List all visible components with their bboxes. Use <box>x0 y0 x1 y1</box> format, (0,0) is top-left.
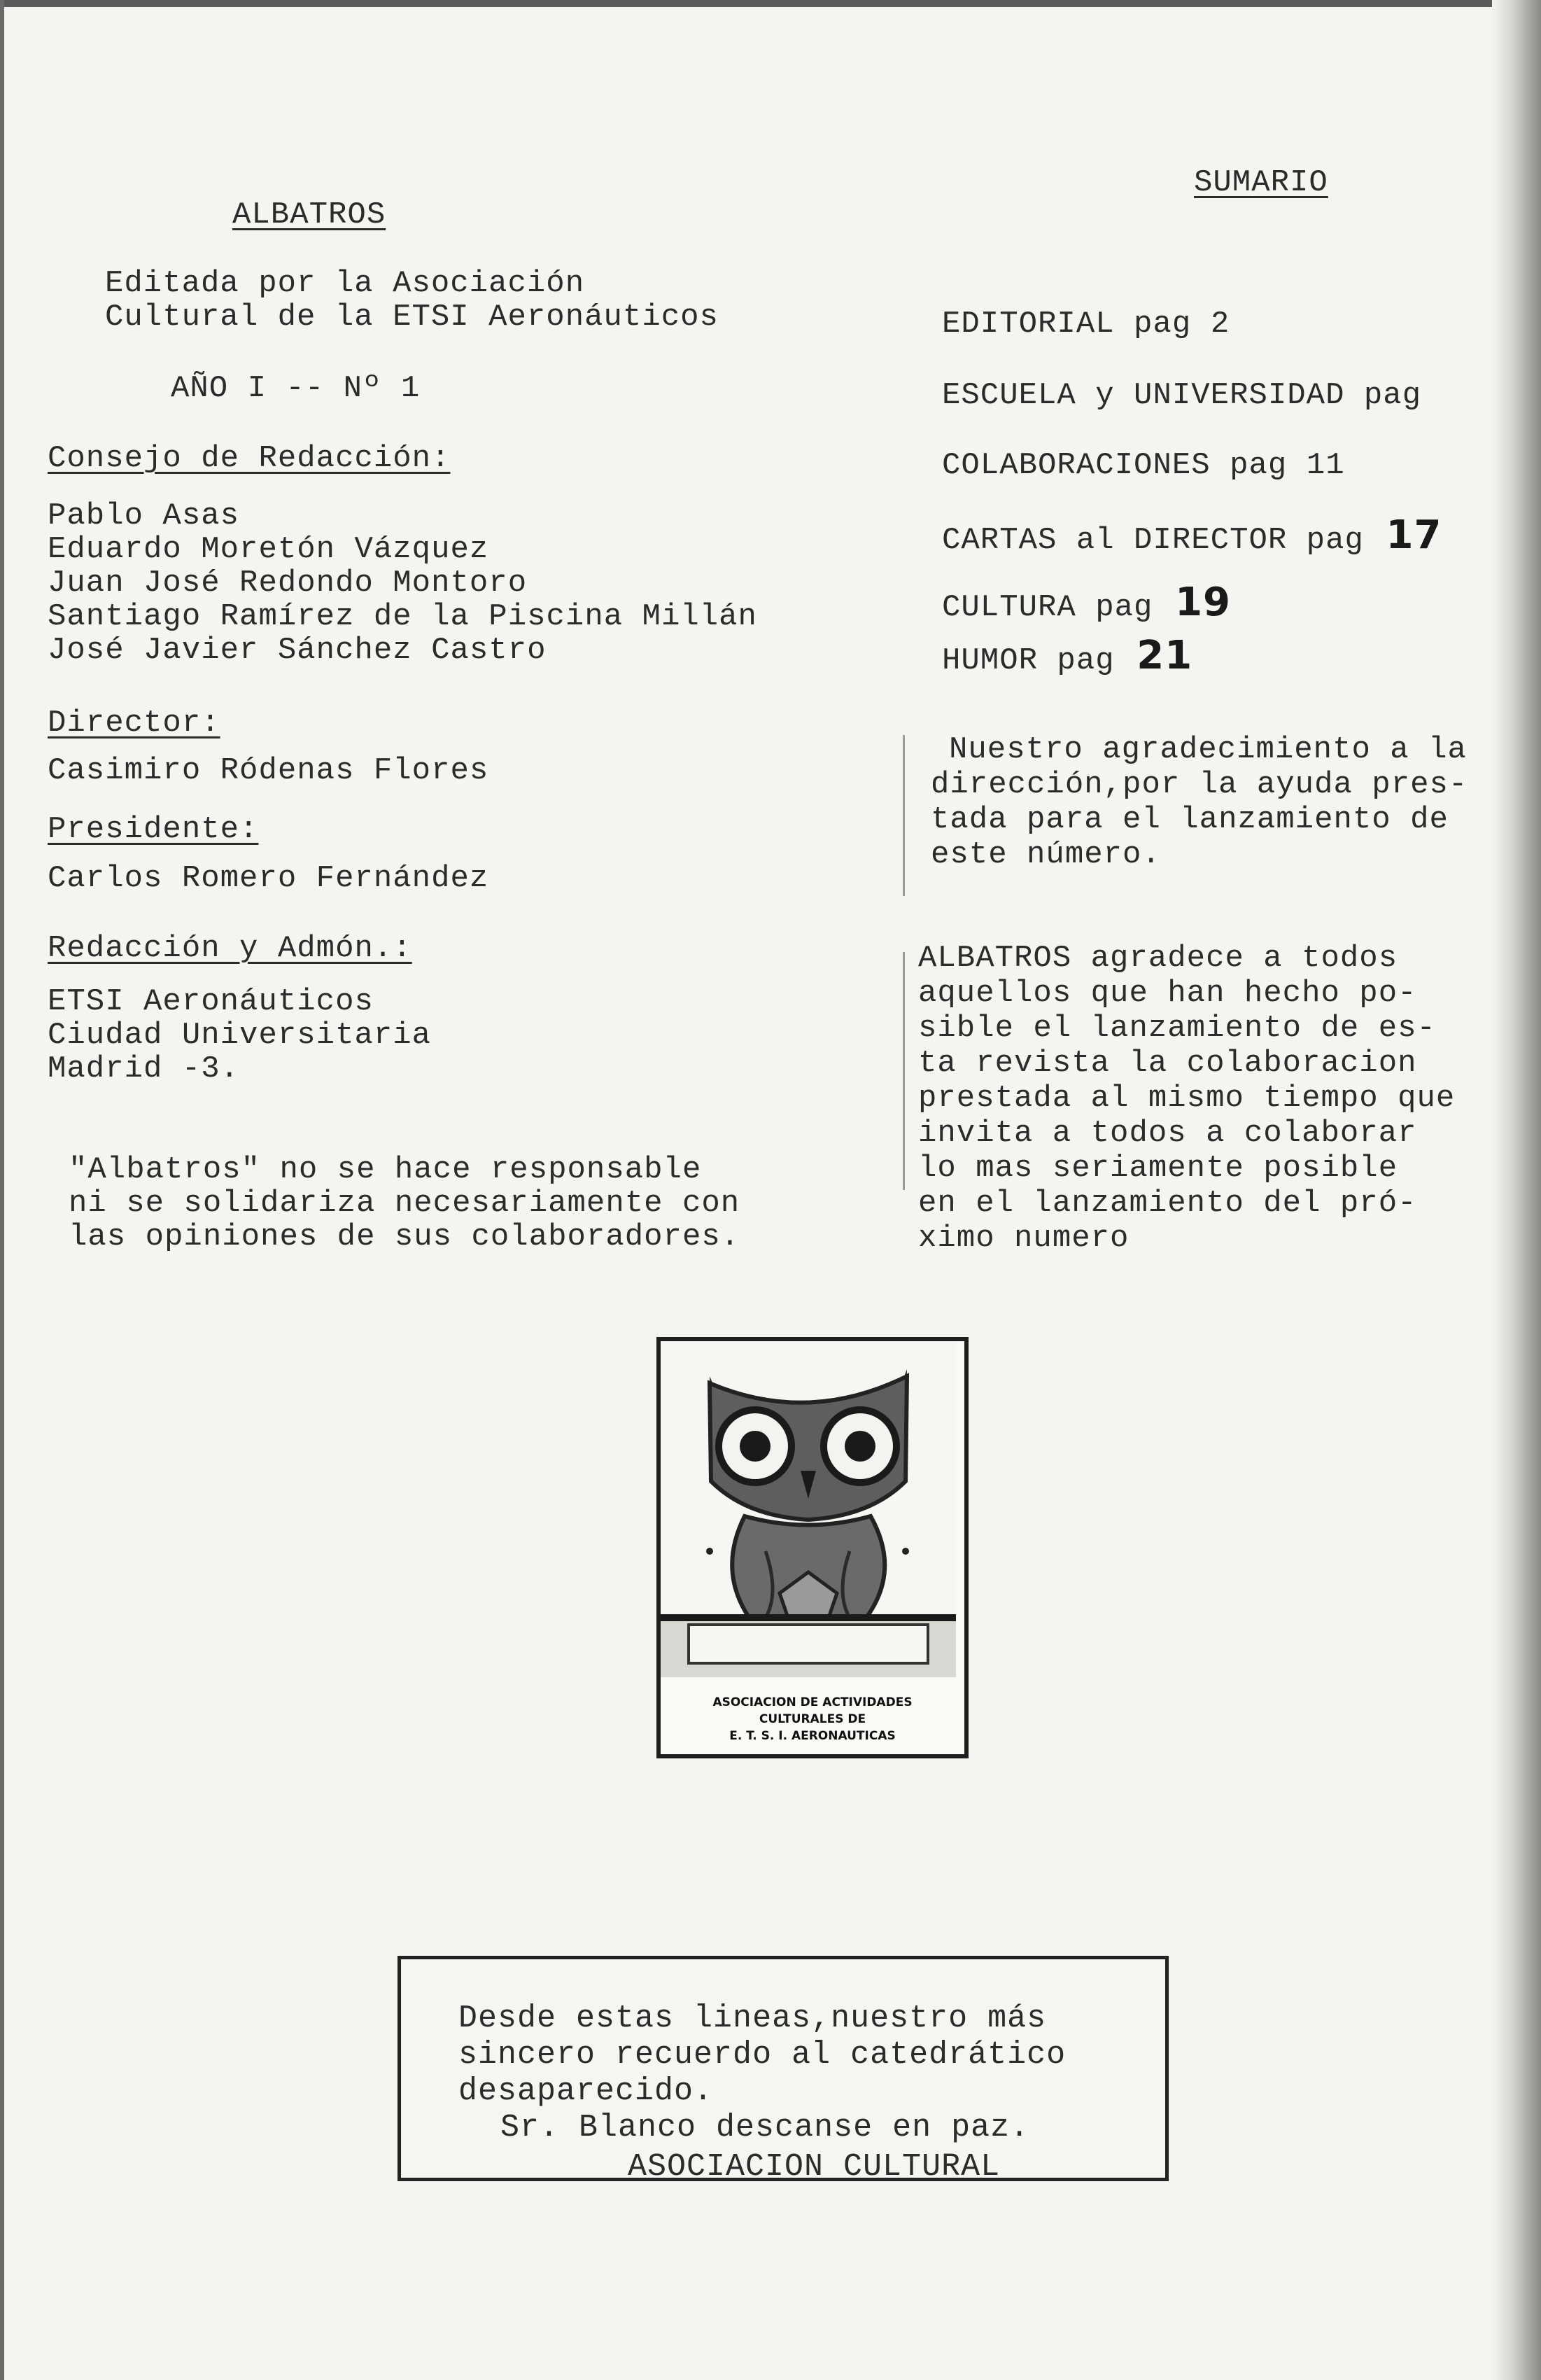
summary-item-cultura <box>942 580 1231 625</box>
thanks-line: tada para el lanzamiento de <box>931 802 1449 837</box>
memorial-box <box>397 1956 1169 2185</box>
thanks-line: Nuestro agradecimiento a la <box>949 732 1467 767</box>
president-name: Carlos Romero Fernández <box>48 861 489 896</box>
address-line: Madrid -3. <box>48 1051 240 1086</box>
memorial-line: desaparecido. <box>458 2073 714 2109</box>
thanks-line: este número. <box>931 837 1161 872</box>
summary-item-label: CARTAS al DIRECTOR pag <box>942 523 1364 558</box>
appeal-line: ta revista la colaboracion <box>918 1046 1417 1081</box>
summary-item-page-handwritten: 21 <box>1137 633 1193 678</box>
director-name: Casimiro Ródenas Flores <box>48 753 489 788</box>
issue-number: AÑO I -- Nº 1 <box>171 371 421 406</box>
address-line: Ciudad Universitaria <box>48 1018 432 1053</box>
appeal-line: aquellos que han hecho po- <box>918 976 1417 1011</box>
memorial-line: Sr. Blanco descanse en paz. <box>500 2110 1030 2146</box>
summary-item-page-handwritten: 19 <box>1175 580 1231 625</box>
administration-heading: Redacción y Admón.: <box>48 931 412 966</box>
summary-item-escuela <box>942 378 1421 413</box>
disclaimer-line: ni se solidariza necesariamente con <box>69 1186 740 1221</box>
appeal-line: en el lanzamiento del pró- <box>918 1186 1417 1221</box>
magazine-title: ALBATROS <box>232 197 386 232</box>
summary-item-humor <box>942 633 1193 678</box>
disclaimer-line: las opiniones de sus colaboradores. <box>69 1219 740 1254</box>
owl-logo-stamp <box>656 1337 969 1758</box>
summary-heading: SUMARIO <box>1194 165 1328 200</box>
top-border <box>0 0 1541 7</box>
summary-item-label: COLABORACIONES pag <box>942 448 1288 483</box>
summary-item-label: CULTURA pag <box>942 590 1153 625</box>
summary-item-label: HUMOR pag <box>942 643 1115 678</box>
summary-item-page: 2 <box>1210 307 1230 342</box>
director-heading: Director: <box>48 706 220 741</box>
summary-item-label: ESCUELA y UNIVERSIDAD pag <box>942 378 1422 413</box>
memorial-signature: ASOCIACION CULTURAL <box>628 2149 1001 2185</box>
page-edge-shadow <box>1492 0 1541 2380</box>
appeal-line: lo mas seriamente posible <box>918 1151 1398 1186</box>
left-border <box>0 0 4 2380</box>
board-member: Juan José Redondo Montoro <box>48 566 528 601</box>
address-line: ETSI Aeronáuticos <box>48 984 374 1019</box>
board-member: Eduardo Moretón Vázquez <box>48 532 489 567</box>
thanks-line: dirección,por la ayuda pres- <box>931 767 1468 802</box>
disclaimer-line: "Albatros" no se hace responsable <box>69 1152 702 1187</box>
publisher-line-1: Editada por la Asociación <box>105 266 585 301</box>
appeal-line: ALBATROS agradece a todos <box>918 941 1398 976</box>
president-heading: Presidente: <box>48 812 259 847</box>
editorial-board-heading: Consejo de Redacción: <box>48 441 451 476</box>
board-member: José Javier Sánchez Castro <box>48 633 547 668</box>
stamp-caption-line: ASOCIACION DE ACTIVIDADES <box>712 1695 913 1709</box>
note-divider <box>903 735 905 896</box>
summary-item-page-handwritten: 17 <box>1386 512 1442 558</box>
memorial-line: sincero recuerdo al catedrático <box>458 2037 1067 2073</box>
stamp-caption-line: CULTURALES DE <box>759 1712 866 1726</box>
stamp-caption-line: E. T. S. I. AERONAUTICAS <box>729 1729 896 1743</box>
appeal-line: invita a todos a colaborar <box>918 1116 1417 1151</box>
summary-item-page: 11 <box>1306 448 1345 483</box>
owl-icon <box>661 1341 956 1677</box>
summary-item-cartas <box>942 512 1442 558</box>
board-member: Pablo Asas <box>48 498 240 533</box>
appeal-divider <box>903 952 905 1190</box>
summary-item-label: EDITORIAL pag <box>942 307 1192 342</box>
appeal-line: ximo numero <box>918 1221 1130 1256</box>
appeal-line: sible el lanzamiento de es- <box>918 1011 1436 1046</box>
publisher-line-2: Cultural de la ETSI Aeronáuticos <box>105 300 719 335</box>
summary-item-colaboraciones <box>942 448 1345 483</box>
appeal-line: prestada al mismo tiempo que <box>918 1081 1456 1116</box>
memorial-line: Desde estas lineas,nuestro más <box>458 2001 1047 2036</box>
stamp-caption <box>672 1694 953 1744</box>
board-member: Santiago Ramírez de la Piscina Millán <box>48 599 757 634</box>
summary-item-editorial <box>942 307 1230 342</box>
